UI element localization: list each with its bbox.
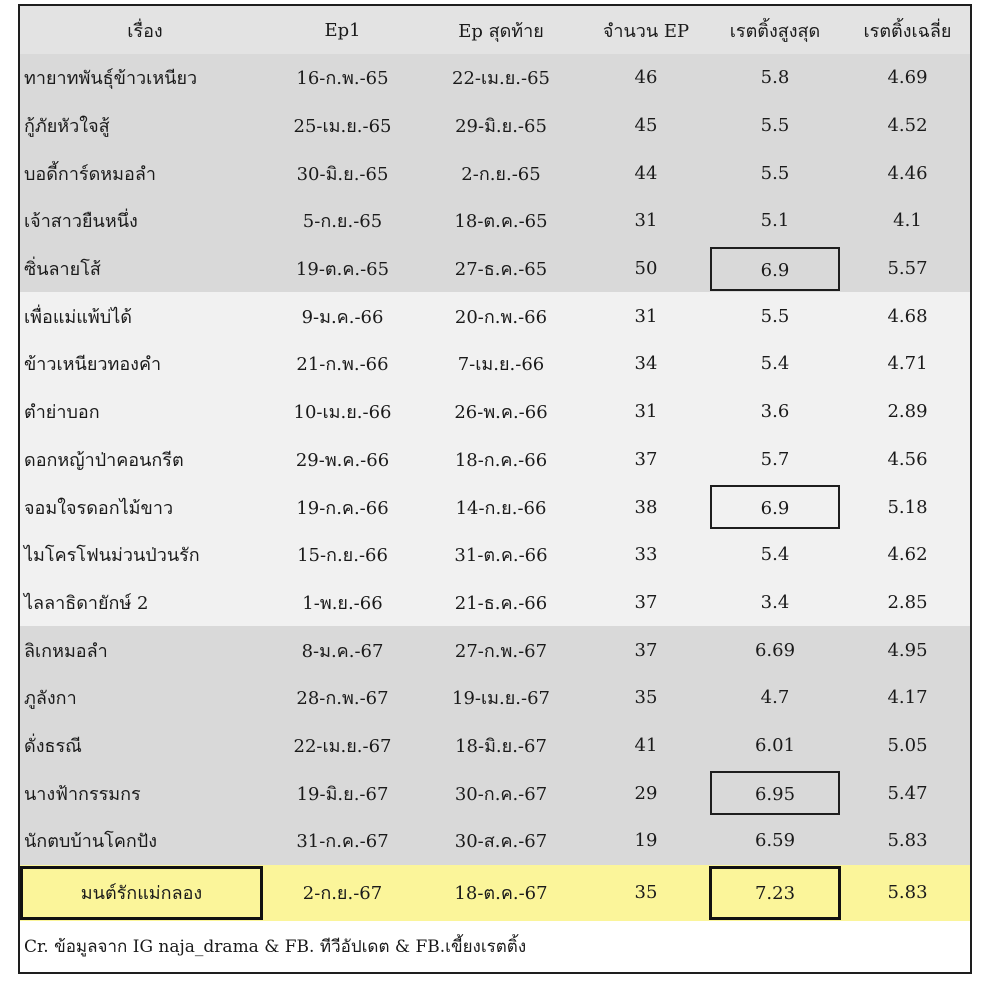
highlight-title: มนต์รักแม่กลอง bbox=[20, 866, 263, 920]
ep-count-cell: 34 bbox=[587, 340, 705, 388]
title-cell: นางฟ้ากรรมกร bbox=[20, 769, 270, 817]
ratings-table bbox=[20, 6, 970, 921]
title-cell: ไมโครโฟนม่วนป่วนรัก bbox=[20, 531, 270, 579]
avg-cell: 4.69 bbox=[845, 54, 970, 102]
ep-count-cell: 50 bbox=[587, 245, 705, 293]
highlight-avg: 5.83 bbox=[845, 865, 970, 921]
title-cell: นักตบบ้านโคกปัง bbox=[20, 817, 270, 865]
title-cell: ไลลาธิดายักษ์ 2 bbox=[20, 579, 270, 627]
ep1-cell: 10-เม.ย.-66 bbox=[270, 388, 415, 436]
ep1-cell: 25-เม.ย.-65 bbox=[270, 102, 415, 150]
peak-cell bbox=[705, 245, 845, 293]
table-header bbox=[20, 6, 970, 54]
highlight-row bbox=[20, 865, 970, 921]
peak-cell: 6.01 bbox=[705, 722, 845, 770]
title-cell: ดอกหญ้าป่าคอนกรีต bbox=[20, 436, 270, 484]
table-row bbox=[20, 149, 970, 197]
peak-cell: 5.4 bbox=[705, 531, 845, 579]
ep-last-cell: 29-มิ.ย.-65 bbox=[415, 102, 587, 150]
ep1-cell: 19-ต.ค.-65 bbox=[270, 245, 415, 293]
avg-cell: 4.71 bbox=[845, 340, 970, 388]
peak-cell bbox=[705, 769, 845, 817]
ep1-cell: 19-ก.ค.-66 bbox=[270, 483, 415, 531]
peak-cell: 3.4 bbox=[705, 579, 845, 627]
table-row bbox=[20, 102, 970, 150]
ep-last-cell: 19-เม.ย.-67 bbox=[415, 674, 587, 722]
ep-count-cell: 31 bbox=[587, 292, 705, 340]
highlight-peak: 7.23 bbox=[709, 866, 841, 920]
ep-count-cell: 35 bbox=[587, 674, 705, 722]
peak-cell: 4.7 bbox=[705, 674, 845, 722]
title-cell: ข้าวเหนียวทองคำ bbox=[20, 340, 270, 388]
ep1-cell: 1-พ.ย.-66 bbox=[270, 579, 415, 627]
table-row bbox=[20, 579, 970, 627]
header-peak-rating: เรตติ้งสูงสุด bbox=[705, 6, 845, 54]
ep-last-cell: 31-ต.ค.-66 bbox=[415, 531, 587, 579]
peak-box: 6.95 bbox=[710, 771, 840, 815]
ep-count-cell: 37 bbox=[587, 579, 705, 627]
peak-cell: 5.5 bbox=[705, 149, 845, 197]
ratings-table-frame bbox=[18, 4, 972, 974]
peak-cell: 5.5 bbox=[705, 102, 845, 150]
ep-count-cell: 37 bbox=[587, 436, 705, 484]
peak-cell: 6.69 bbox=[705, 626, 845, 674]
title-cell: ภูลังกา bbox=[20, 674, 270, 722]
avg-cell: 4.62 bbox=[845, 531, 970, 579]
peak-box: 6.9 bbox=[710, 247, 840, 291]
avg-cell: 4.17 bbox=[845, 674, 970, 722]
ep1-cell: 9-ม.ค.-66 bbox=[270, 292, 415, 340]
avg-cell: 5.83 bbox=[845, 817, 970, 865]
avg-cell: 5.57 bbox=[845, 245, 970, 293]
peak-cell bbox=[705, 483, 845, 531]
ep-last-cell: 20-ก.พ.-66 bbox=[415, 292, 587, 340]
ep-last-cell: 18-ต.ค.-65 bbox=[415, 197, 587, 245]
peak-cell: 5.1 bbox=[705, 197, 845, 245]
table-row bbox=[20, 54, 970, 102]
highlight-title-cell bbox=[20, 865, 270, 921]
header-row bbox=[20, 6, 970, 54]
table-row bbox=[20, 245, 970, 293]
avg-cell: 5.47 bbox=[845, 769, 970, 817]
title-cell: เพื่อแม่แพ้บ่ได้ bbox=[20, 292, 270, 340]
table-row bbox=[20, 340, 970, 388]
table-row bbox=[20, 769, 970, 817]
header-ep-count: จำนวน EP bbox=[587, 6, 705, 54]
peak-cell: 5.7 bbox=[705, 436, 845, 484]
title-cell: กู้ภัยหัวใจสู้ bbox=[20, 102, 270, 150]
ep-count-cell: 41 bbox=[587, 722, 705, 770]
ep1-cell: 8-ม.ค.-67 bbox=[270, 626, 415, 674]
ep-last-cell: 2-ก.ย.-65 bbox=[415, 149, 587, 197]
table-row bbox=[20, 626, 970, 674]
table-body bbox=[20, 54, 970, 865]
header-avg-rating: เรตติ้งเฉลี่ย bbox=[845, 6, 970, 54]
title-cell: บอดี้การ์ดหมอลำ bbox=[20, 149, 270, 197]
ep-count-cell: 29 bbox=[587, 769, 705, 817]
ep-last-cell: 22-เม.ย.-65 bbox=[415, 54, 587, 102]
ep-last-cell: 27-ธ.ค.-65 bbox=[415, 245, 587, 293]
ep-last-cell: 30-ส.ค.-67 bbox=[415, 817, 587, 865]
ep-count-cell: 37 bbox=[587, 626, 705, 674]
ep1-cell: 19-มิ.ย.-67 bbox=[270, 769, 415, 817]
avg-cell: 4.56 bbox=[845, 436, 970, 484]
peak-cell: 5.4 bbox=[705, 340, 845, 388]
highlight-ep1: 2-ก.ย.-67 bbox=[270, 865, 415, 921]
peak-cell: 5.8 bbox=[705, 54, 845, 102]
table-row bbox=[20, 197, 970, 245]
table-row bbox=[20, 436, 970, 484]
ep-last-cell: 26-พ.ค.-66 bbox=[415, 388, 587, 436]
ep-count-cell: 44 bbox=[587, 149, 705, 197]
ep1-cell: 29-พ.ค.-66 bbox=[270, 436, 415, 484]
header-ep1: Ep1 bbox=[270, 6, 415, 54]
ep-count-cell: 46 bbox=[587, 54, 705, 102]
title-cell: เจ้าสาวยืนหนึ่ง bbox=[20, 197, 270, 245]
title-cell: ตำย่าบอก bbox=[20, 388, 270, 436]
avg-cell: 4.46 bbox=[845, 149, 970, 197]
ep1-cell: 22-เม.ย.-67 bbox=[270, 722, 415, 770]
avg-cell: 4.52 bbox=[845, 102, 970, 150]
table-row bbox=[20, 483, 970, 531]
ep-last-cell: 21-ธ.ค.-66 bbox=[415, 579, 587, 627]
ep-last-cell: 30-ก.ค.-67 bbox=[415, 769, 587, 817]
ep-last-cell: 14-ก.ย.-66 bbox=[415, 483, 587, 531]
ep1-cell: 5-ก.ย.-65 bbox=[270, 197, 415, 245]
ep1-cell: 21-ก.พ.-66 bbox=[270, 340, 415, 388]
ep-last-cell: 18-มิ.ย.-67 bbox=[415, 722, 587, 770]
ep-count-cell: 31 bbox=[587, 197, 705, 245]
ep1-cell: 15-ก.ย.-66 bbox=[270, 531, 415, 579]
peak-cell: 5.5 bbox=[705, 292, 845, 340]
table-row bbox=[20, 722, 970, 770]
ep-count-cell: 33 bbox=[587, 531, 705, 579]
highlight-peak-cell bbox=[705, 865, 845, 921]
table-row bbox=[20, 292, 970, 340]
credit-note: Cr. ข้อมูลจาก IG naja_drama & FB. ทีวีอัปเดต & FB.เขี้ยงเรตติ้ง bbox=[24, 936, 527, 957]
avg-cell: 2.89 bbox=[845, 388, 970, 436]
ep-last-cell: 18-ก.ค.-66 bbox=[415, 436, 587, 484]
avg-cell: 4.68 bbox=[845, 292, 970, 340]
title-cell: ดั่งธรณี bbox=[20, 722, 270, 770]
avg-cell: 4.95 bbox=[845, 626, 970, 674]
avg-cell: 5.05 bbox=[845, 722, 970, 770]
avg-cell: 4.1 bbox=[845, 197, 970, 245]
peak-cell: 6.59 bbox=[705, 817, 845, 865]
highlight-body bbox=[20, 865, 970, 921]
peak-cell: 3.6 bbox=[705, 388, 845, 436]
header-ep-last: Ep สุดท้าย bbox=[415, 6, 587, 54]
table-row bbox=[20, 817, 970, 865]
avg-cell: 2.85 bbox=[845, 579, 970, 627]
ep-last-cell: 7-เม.ย.-66 bbox=[415, 340, 587, 388]
title-cell: ลิเกหมอลำ bbox=[20, 626, 270, 674]
avg-cell: 5.18 bbox=[845, 483, 970, 531]
ep-count-cell: 45 bbox=[587, 102, 705, 150]
peak-box: 6.9 bbox=[710, 485, 840, 529]
title-cell: ทายาทพันธุ์ข้าวเหนียว bbox=[20, 54, 270, 102]
ep1-cell: 16-ก.พ.-65 bbox=[270, 54, 415, 102]
highlight-ep-last: 18-ต.ค.-67 bbox=[415, 865, 587, 921]
ep1-cell: 31-ก.ค.-67 bbox=[270, 817, 415, 865]
header-title: เรื่อง bbox=[20, 6, 270, 54]
table-row bbox=[20, 674, 970, 722]
title-cell: จอมใจรดอกไม้ขาว bbox=[20, 483, 270, 531]
ep-count-cell: 31 bbox=[587, 388, 705, 436]
ep1-cell: 30-มิ.ย.-65 bbox=[270, 149, 415, 197]
table-row bbox=[20, 531, 970, 579]
ep1-cell: 28-ก.พ.-67 bbox=[270, 674, 415, 722]
highlight-ep-count: 35 bbox=[587, 865, 705, 921]
table-row bbox=[20, 388, 970, 436]
ep-count-cell: 19 bbox=[587, 817, 705, 865]
ep-last-cell: 27-ก.พ.-67 bbox=[415, 626, 587, 674]
ep-count-cell: 38 bbox=[587, 483, 705, 531]
title-cell: ซิ่นลายโส้ bbox=[20, 245, 270, 293]
